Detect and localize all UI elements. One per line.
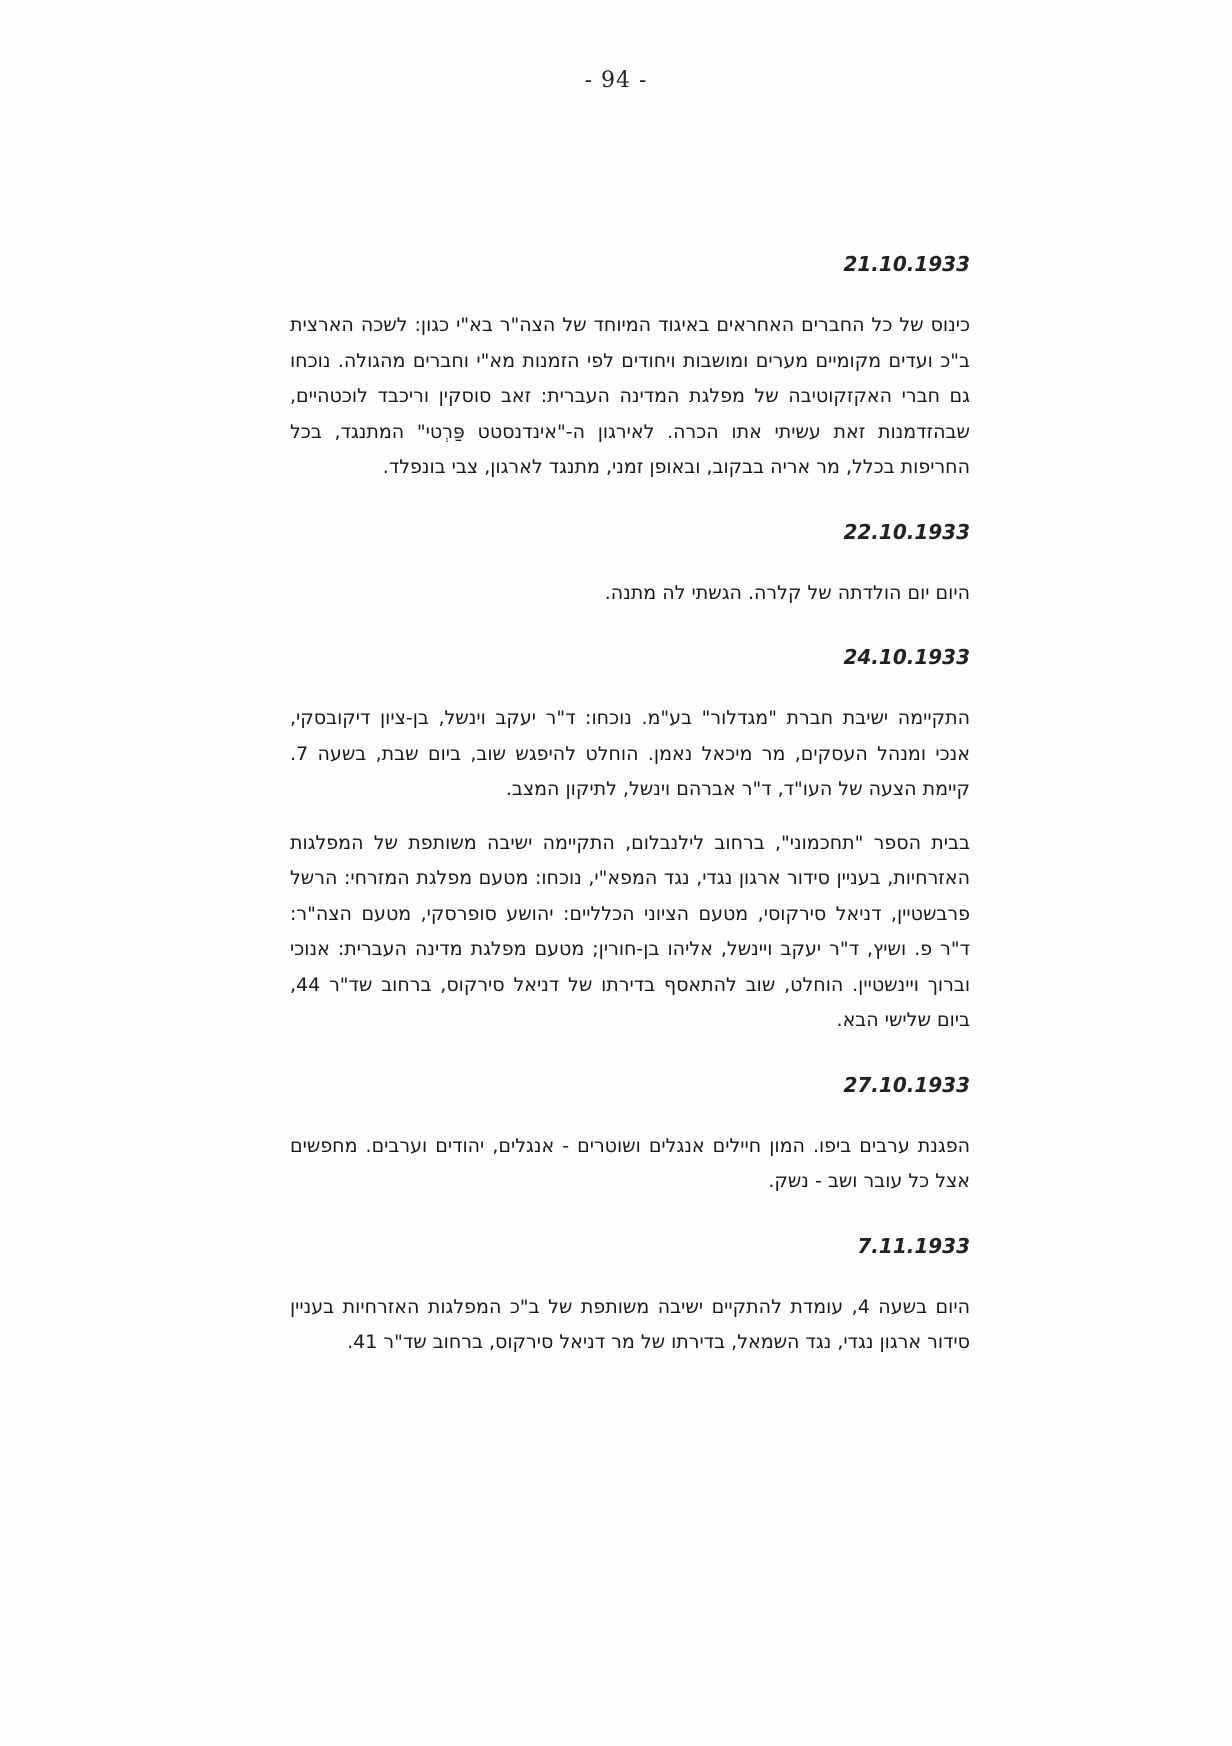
- entry-paragraph: הפגנת ערבים ביפו. המון חיילים אנגלים ושוטרים - אנגלים, יהודים וערבים. מחפשים אצל כל עובר ושב - נשק.: [290, 1134, 970, 1192]
- diary-content: [290, 250, 970, 1361]
- diary-entry: [290, 250, 970, 486]
- entry-paragraph: בבית הספר "תחכמוני", ברחוב לילנבלום, התקיימה ישיבה משותפת של המפלגות האזרחיות, בעניין סידור ארגון נגדי, נגד המפא"י, נוכחו: מטעם מפלגת המזרחי: הרשל פרבשטיין, דניאל סירקוסי, מטעם הציוני הכלליים: יהושע סופרסקי, מטעם הצה"ר: ד"ר פ. ושיץ, ד"ר יעקב ויינשל, אליהו בן-חורין; מטעם מפלגת מדינה העברית: אנוכי וברוך ויינשטיין. הוחלט, שוב להתאסף בדירתו של דניאל סירקוס, ברחוב שד"ר 44, ביום שלישי הבא.: [290, 831, 970, 1031]
- page-number: - 94 -: [584, 68, 648, 93]
- entry-paragraph: היום בשעה 4, עומדת להתקיים ישיבה משותפת של ב"כ המפלגות האזרחיות בעניין סידור ארגון נגדי, נגד השמאל, בדירתו של מר דניאל סירקוס, ברחוב שד"ר 41.: [290, 1295, 970, 1353]
- entry-date: 22.10.1933: [843, 519, 970, 544]
- entry-date: 7.11.1933: [857, 1233, 970, 1258]
- diary-entry: [290, 643, 970, 1039]
- entry-date: 21.10.1933: [843, 252, 970, 276]
- diary-entry: [290, 1071, 970, 1200]
- diary-entry: [290, 518, 970, 612]
- entry-paragraph: כינוס של כל החברים האחראים באיגוד המיוחד של הצה"ר בא"י כגון: לשכה הארצית ב"כ ועדים מקומיים מערים ומושבות ויחודים לפי הזמנות מא"י וחברים מהגולה. נוכחו גם חברי האקזקוטיבה של מפלגת המדינה העברית: זאב סוסקין וריכבד לוכטהיים, שבהזדמנות זאת עשיתי אתו הכרה. לאירגון ה-"אינדנסטט פַּרְטי" המתנגד, בכל החריפות בכלל, מר אריה בבקוב, ובאופן זמני, מתנגד לארגון, צבי בונפלד.: [290, 314, 970, 478]
- entry-date: 24.10.1933: [843, 645, 970, 669]
- entry-date: 27.10.1933: [843, 1072, 970, 1097]
- entry-paragraph: התקיימה ישיבת חברת "מגדלור" בע"מ. נוכחו: ד"ר יעקב וינשל, בן-ציון דיקובסקי, אנכי ומנהל העסקים, מר מיכאל נאמן. הוחלט להיפגש שוב, ביום שבת, בשעה 7. קיימת הצעה של העו"ד, ד"ר אברהם וינשל, לתיקון המצב.: [290, 707, 970, 800]
- diary-entry: [290, 1232, 970, 1361]
- entry-paragraph: היום יום הולדתה של קלרה. הגשתי לה מתנה.: [604, 581, 970, 604]
